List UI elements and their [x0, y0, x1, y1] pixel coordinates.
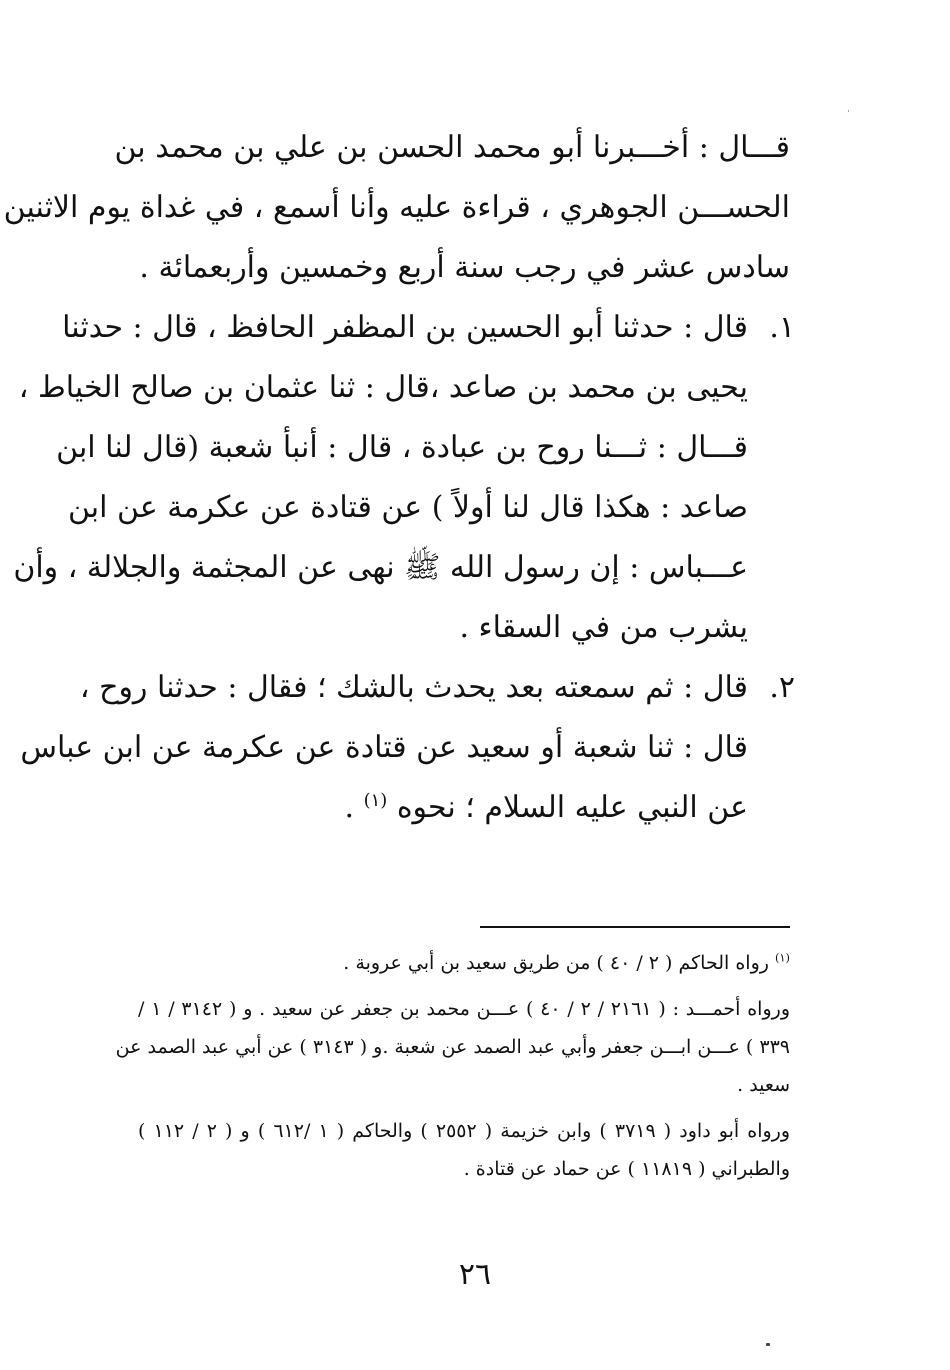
footnote-3-line-1: ورواه أبو داود ( ٣٧١٩ ) وابن خزيمة ( ٢٥٥٢ ) والحاكم ( ١ /٦١٢ ) و ( ٢ / ١١٢ ): [138, 1120, 790, 1142]
footnote-1-mark: (١): [774, 950, 790, 965]
intro-line-2: الحســـن الجوهري ، قراءة عليه وأنا أسمع ، في غداة يوم الاثنين: [3, 190, 790, 225]
item-1-line-4: صاعد : هكذا قال لنا أولاً ) عن قتادة عن عكرمة عن ابن: [67, 490, 748, 525]
item-2-line-3-text: عن النبي عليه السلام ؛ نحوه: [396, 790, 748, 825]
footnote-3-line-2: والطبراني ( ١١٨١٩ ) عن حماد عن قتادة .: [463, 1158, 790, 1180]
scan-speck: [766, 1343, 770, 1346]
item-2-line-2: قال : ثنا شعبة أو سعيد عن قتادة عن عكرمة عن ابن عباس: [20, 730, 748, 765]
intro-line-1: قـــال : أخـــبرنا أبو محمد الحسن بن علي بن محمد بن: [114, 130, 790, 165]
item-1-line-3: قـــال : ثـــنا روح بن عبادة ، قال : أنبأ شعبة (قال لنا ابن: [56, 430, 748, 465]
intro-line-3: سادس عشر في رجب سنة أربع وخمسين وأربعمائة .: [139, 250, 790, 285]
item-1-line-1: قال : حدثنا أبو الحسين بن المظفر الحافظ ، قال : حدثنا: [62, 310, 748, 345]
hadith-item-2: [20, 658, 795, 838]
item-number-1: ١.: [769, 310, 795, 345]
item-1-line-5: عـــباس : إن رسول الله ﷺ نهى عن المجثمة والجلالة ، وأن: [13, 550, 748, 585]
item-1-line-6: يشرب من في السقاء .: [459, 610, 748, 645]
hadith-item-1: [13, 298, 795, 658]
footnote-1: [138, 944, 790, 982]
footnote-2-line-3: سعيد .: [737, 1074, 790, 1096]
footnote-2-line-1: ورواه أحمـــد : ( ٢١٦١ / ٢ / ٤٠ ) عـــن محمد بن جعفر عن سعيد . و ( ٣١٤٢ / ١ /: [138, 998, 790, 1020]
footnote-1-text: رواه الحاكم ( ٢ / ٤٠ ) من طريق سعيد بن أبي عروبة .: [343, 952, 775, 974]
item-1-line-2: يحيى بن محمد بن صاعد ،قال : ثنا عثمان بن صالح الخياط ،: [18, 370, 748, 405]
footnote-separator: [480, 926, 790, 928]
scan-speck: [848, 110, 849, 112]
page-number: ٢٦: [458, 1257, 492, 1292]
item-2-end-punct: .: [344, 790, 364, 825]
item-2-line-1: قال : ثم سمعته بعد يحدث بالشك ؛ فقال : حدثنا روح ،: [79, 670, 748, 705]
footnote-2-line-2: ٣٣٩ ) عـــن ابـــن جعفر وأبي عبد الصمد عن شعبة .و ( ٣١٤٣ ) عن أبي عبد الصمد عن: [115, 1036, 790, 1058]
footnotes: [115, 944, 790, 1188]
main-text: [3, 118, 795, 838]
item-number-2: ٢.: [769, 670, 795, 705]
footnote-ref-marker[interactable]: (١): [363, 790, 388, 811]
item-2-line-3: [135, 778, 748, 838]
